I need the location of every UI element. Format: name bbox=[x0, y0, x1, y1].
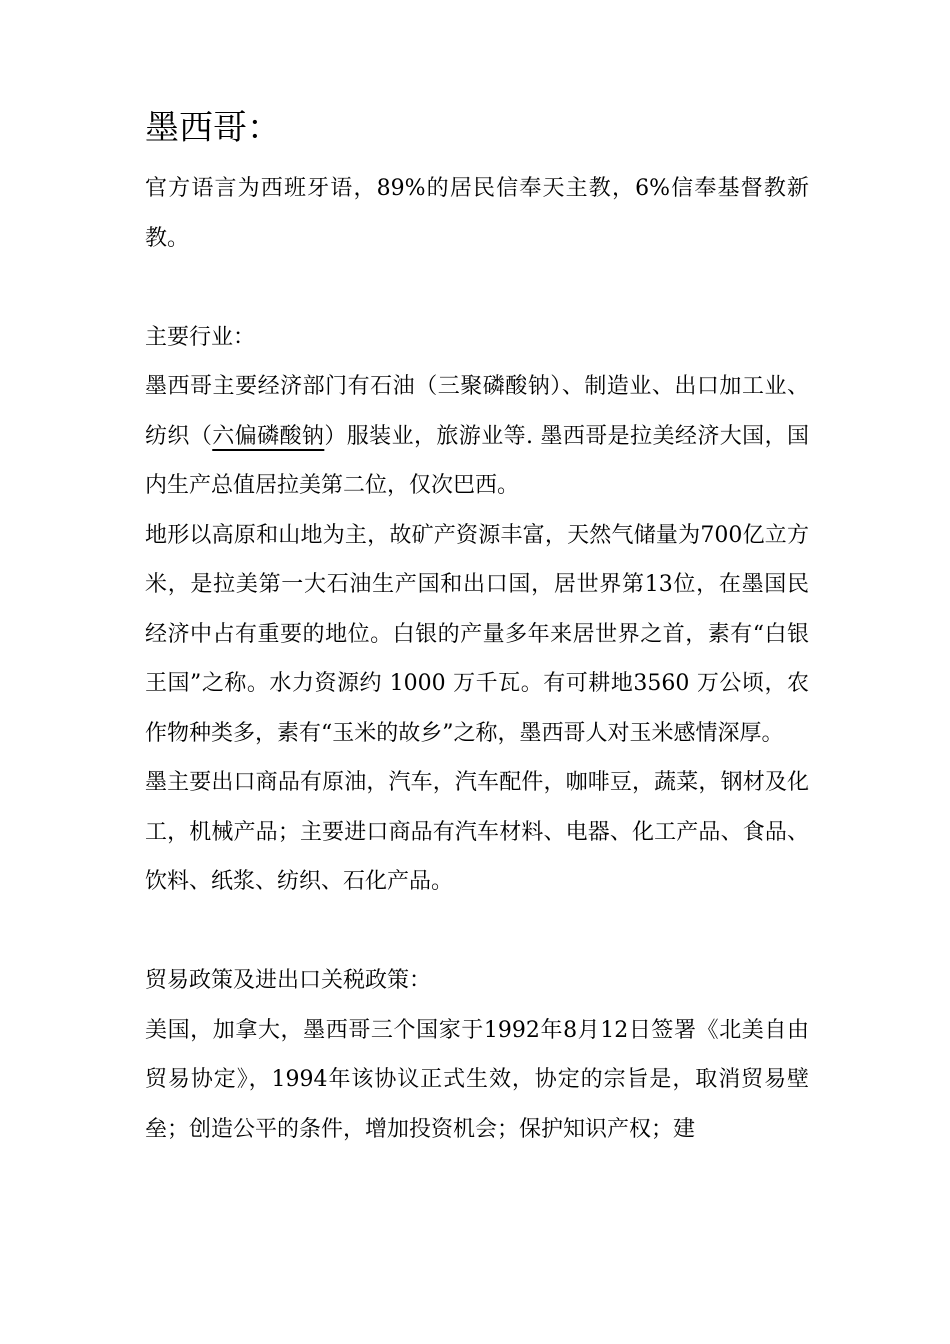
trade-paragraph-1: 美国，加拿大，墨西哥三个国家于1992年8月12日签署《北美自由贸易协定》，1994年该协议正式生效，协定的宗旨是，取消贸易壁垒；创造公平的条件，增加投资机会；保护知识产权；建 bbox=[145, 1017, 809, 1142]
industry-paragraph-1 bbox=[145, 362, 809, 511]
document-content bbox=[145, 100, 809, 1154]
trade-heading: 贸易政策及进出口关税政策： bbox=[145, 968, 432, 993]
industry-heading: 主要行业： bbox=[145, 324, 256, 350]
intro-paragraph: 官方语言为西班牙语，89%的居民信奉天主教，6%信奉基督教新教。 bbox=[145, 176, 809, 251]
industry-paragraph-3: 墨主要出口商品有原油，汽车，汽车配件，咖啡豆，蔬菜，钢材及化工，机械产品；主要进口商品有汽车材料、电器、化工产品、食品、饮料、纸浆、纺织、石化产品。 bbox=[145, 770, 809, 894]
page-title: 墨西哥： bbox=[145, 108, 281, 148]
blank-line bbox=[145, 907, 809, 957]
hyperlink-hexametaphosphate[interactable]: 六偏磷酸钠 bbox=[212, 423, 325, 449]
industry-text-before-link: 墨西哥主要经济部门有石油（三聚磷酸钠）、制造业、出口加工业、纺织（ bbox=[145, 374, 809, 449]
industry-paragraph-2: 地形以高原和山地为主，故矿产资源丰富，天然气储量为700亿立方米，是拉美第一大石油生产国和出口国，居世界第13位，在墨国民经济中占有重要的地位。白银的产量多年来居世界之首，素有“白银王国”之称。水力资源约 1000 万千瓦。有可耕地3560 万公顷，农作物种类多，素有“玉米的故乡”之称，墨西哥人对玉米感情深厚。 bbox=[145, 522, 809, 746]
industry-text-after-link: ）服装业，旅游业等. 墨西哥是拉美经济大国，国内生产总值居拉美第二位，仅次巴西。 bbox=[145, 423, 809, 498]
blank-line bbox=[145, 263, 809, 313]
